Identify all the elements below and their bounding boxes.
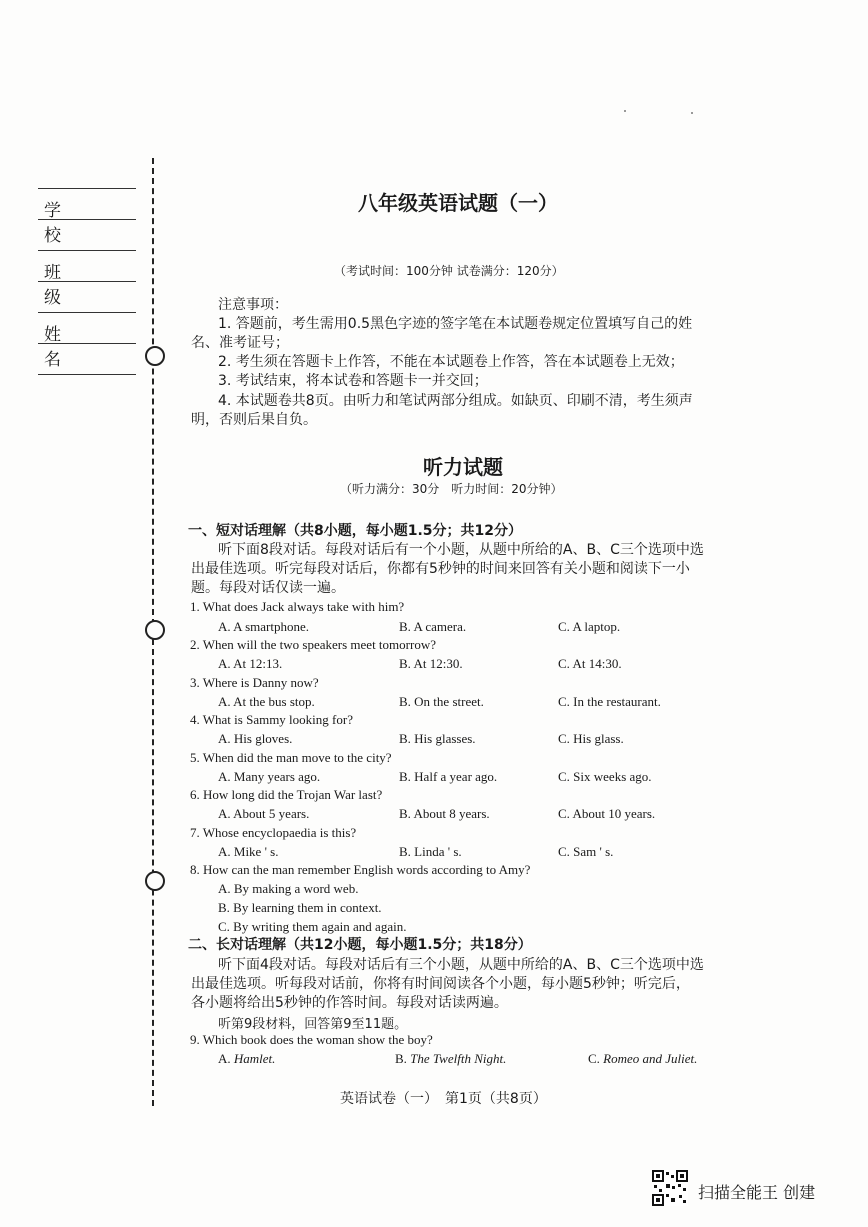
info-row-school: [38, 188, 136, 246]
option-b-book-title: The Twelfth Night.: [410, 1051, 507, 1066]
option-c: C. Six weeks ago.: [558, 769, 652, 784]
question-7: 7. Whose encyclopaedia is this?: [190, 825, 357, 840]
option-b: B. A camera.: [399, 619, 467, 634]
option-c: C. Sam ' s.: [558, 844, 614, 859]
section1-heading: 一、短对话理解（共8小题，每小题1.5分；共12分）: [188, 523, 523, 539]
option-b: B. By learning them in context.: [218, 900, 382, 915]
section1-instructions-cont: 题。每段对话仅读一遍。: [191, 580, 345, 596]
option-b: B. At 12:30.: [399, 656, 463, 671]
option-c: C. By writing them again and again.: [218, 919, 407, 934]
option-a-book-title: Hamlet.: [233, 1051, 276, 1066]
notes-heading: 注意事项：: [218, 297, 288, 313]
info-row-class: [38, 250, 136, 308]
option-a: A. About 5 years.: [218, 806, 310, 821]
option-b: B. Half a year ago.: [399, 769, 498, 784]
section2-instructions-cont: 各小题将给出5秒钟的作答时间。每段对话读两遍。: [191, 995, 508, 1011]
listening-title: 听力试题: [423, 455, 503, 479]
section2-sub-instruction: 听第9段材料，回答第9至11题。: [218, 1017, 408, 1032]
option-a-prefix: A.: [218, 1051, 234, 1066]
listening-info: （听力满分：30分 听力时间：20分钟）: [340, 482, 563, 496]
binding-hole: [145, 620, 165, 640]
binding-hole: [145, 346, 165, 366]
question-5: 5. When did the man move to the city?: [190, 750, 392, 765]
option-a: A. At 12:13.: [218, 656, 283, 671]
binding-hole: [145, 871, 165, 891]
option-a: [218, 1051, 275, 1067]
note-item-1: 1. 答题前，考生需用0.5黑色字迹的签字笔在本试题卷规定位置填写自己的姓: [218, 316, 693, 332]
section2-heading: 二、长对话理解（共12小题，每小题1.5分；共18分）: [188, 937, 532, 953]
note-item-1-cont: 名、准考证号；: [191, 335, 289, 351]
question-1: 1. What does Jack always take with him?: [190, 599, 405, 614]
question-3: 3. Where is Danny now?: [190, 675, 319, 690]
info-row-school-blank: [38, 219, 136, 250]
qr-code-icon: [652, 1170, 688, 1206]
scanner-watermark-text: 扫描全能王 创建: [698, 1183, 816, 1202]
scan-speck: [691, 112, 693, 114]
question-8: 8. How can the man remember English words according to Amy?: [190, 862, 531, 877]
note-item-2: 2. 考生须在答题卡上作答，不能在本试题卷上作答，答在本试题卷上无效；: [218, 354, 684, 370]
option-c: C. About 10 years.: [558, 806, 656, 821]
question-2: 2. When will the two speakers meet tomorrow?: [190, 637, 436, 652]
option-a: A. Many years ago.: [218, 769, 321, 784]
option-b: B. Linda ' s.: [399, 844, 462, 859]
student-info-table: [38, 188, 136, 375]
option-c: [588, 1051, 697, 1067]
exam-info: （考试时间：100分钟 试卷满分：120分）: [334, 264, 564, 278]
scan-speck: [624, 110, 626, 112]
note-item-3: 3. 考试结束，将本试卷和答题卡一并交回；: [218, 373, 488, 389]
option-c: C. In the restaurant.: [558, 694, 661, 709]
option-b: [395, 1051, 506, 1067]
option-c: C. At 14:30.: [558, 656, 622, 671]
option-a: A. His gloves.: [218, 731, 293, 746]
info-label-school: 学 校: [44, 201, 79, 246]
option-a: A. Mike ' s.: [218, 844, 279, 859]
section1-instructions-cont: 出最佳选项。听完每段对话后，你都有5秒钟的时间来回答有关小题和阅读下一小: [191, 561, 690, 577]
option-c-prefix: C.: [588, 1051, 604, 1066]
option-a: A. A smartphone.: [218, 619, 309, 634]
option-b: B. About 8 years.: [399, 806, 490, 821]
section2-instructions-cont: 出最佳选项。听每段对话前，你将有时间阅读各个小题，每小题5秒钟；听完后，: [191, 976, 690, 992]
info-row-class-blank: [38, 281, 136, 312]
section1-instructions: 听下面8段对话。每段对话后有一个小题，从题中所给的A、B、C三个选项中选: [218, 542, 704, 558]
option-b-prefix: B.: [395, 1051, 411, 1066]
info-row-name: [38, 312, 136, 370]
note-item-4-cont: 明，否则后果自负。: [191, 412, 317, 428]
info-label-name: 姓 名: [44, 325, 79, 370]
question-6: 6. How long did the Trojan War last?: [190, 787, 383, 802]
option-b: B. On the street.: [399, 694, 484, 709]
info-row-name-blank: [38, 343, 136, 375]
question-4: 4. What is Sammy looking for?: [190, 712, 353, 727]
option-c: C. A laptop.: [558, 619, 621, 634]
info-label-class: 班 级: [44, 263, 79, 308]
option-a: A. At the bus stop.: [218, 694, 315, 709]
note-item-4: 4. 本试题卷共8页。由听力和笔试两部分组成。如缺页、印刷不清，考生须声: [218, 393, 693, 409]
option-c-book-title: Romeo and Juliet.: [603, 1051, 698, 1066]
page-footer: 英语试卷（一） 第1页（共8页）: [340, 1091, 547, 1107]
question-9: 9. Which book does the woman show the boy?: [190, 1032, 433, 1047]
option-c: C. His glass.: [558, 731, 624, 746]
section2-instructions: 听下面4段对话。每段对话后有三个小题，从题中所给的A、B、C三个选项中选: [218, 957, 704, 973]
option-a: A. By making a word web.: [218, 881, 359, 896]
page-title: 八年级英语试题（一）: [358, 191, 558, 215]
option-b: B. His glasses.: [399, 731, 476, 746]
